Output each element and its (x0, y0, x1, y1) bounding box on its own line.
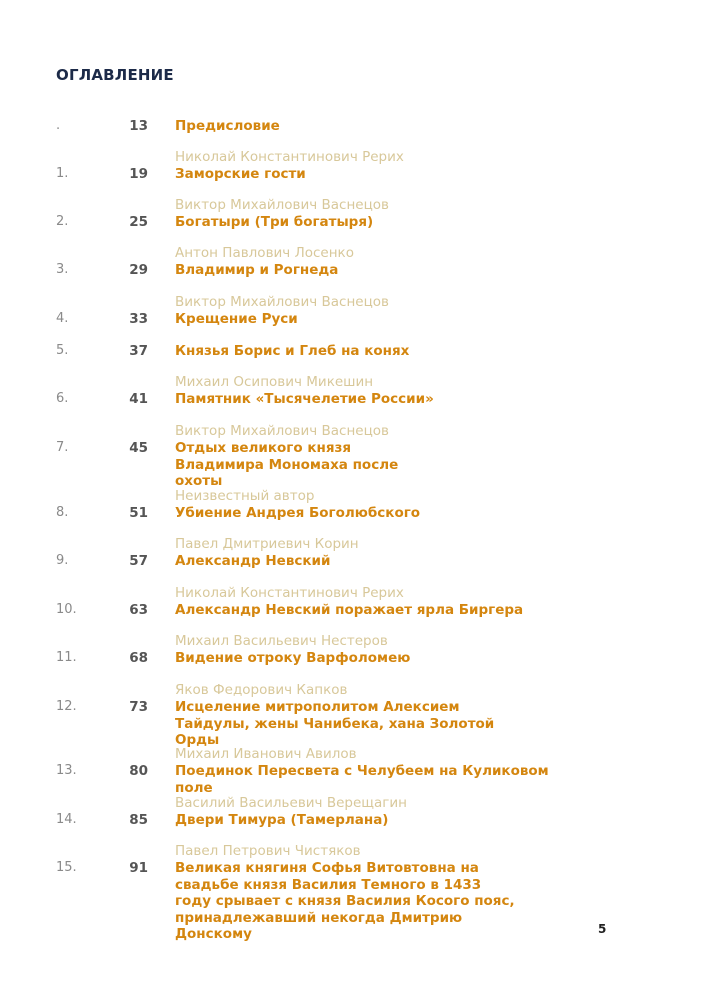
entry-author: Михаил Иванович Авилов (175, 746, 357, 762)
entry-title: Двери Тимура (Тамерлана) (175, 812, 389, 828)
entry-page: 85 (129, 812, 148, 828)
entry-title: Видение отроку Варфоломею (175, 650, 411, 666)
entry-title: Владимир и Рогнеда (175, 262, 339, 278)
entry-page: 29 (129, 262, 148, 278)
entry-page: 73 (129, 699, 148, 715)
entry-page: 33 (129, 311, 148, 327)
toc-heading: ОГЛАВЛЕНИЕ (56, 66, 174, 84)
entry-page: 80 (129, 763, 148, 779)
entry-number: 11. (56, 650, 77, 665)
entry-author: Неизвестный автор (175, 488, 315, 504)
entry-page: 51 (129, 505, 148, 521)
entry-number: 12. (56, 699, 77, 714)
entry-page: 57 (129, 553, 148, 569)
entry-number: 3. (56, 262, 69, 277)
entry-number: 8. (56, 505, 69, 520)
entry-title: Богатыри (Три богатыря) (175, 214, 374, 230)
entry-number: 10. (56, 602, 77, 617)
entry-title: Крещение Руси (175, 311, 298, 327)
entry-author: Павел Дмитриевич Корин (175, 536, 359, 552)
entry-author: Антон Павлович Лосенко (175, 245, 354, 261)
entry-title: Князья Борис и Глеб на конях (175, 343, 410, 359)
entry-page: 41 (129, 391, 148, 407)
entry-title: Александр Невский (175, 553, 331, 569)
page-number: 5 (598, 922, 607, 936)
entry-page: 25 (129, 214, 148, 230)
entry-author: Михаил Осипович Микешин (175, 374, 374, 390)
entry-number: 7. (56, 440, 69, 455)
entry-author: Виктор Михайлович Васнецов (175, 423, 390, 439)
entry-page: 68 (129, 650, 148, 666)
entry-number: 13. (56, 763, 77, 778)
entry-page: 19 (129, 166, 148, 182)
entry-author: Василий Васильевич Верещагин (175, 795, 407, 811)
entry-number: 4. (56, 311, 69, 326)
entry-page: 45 (129, 440, 148, 456)
entry-title: Убиение Андрея Боголюбского (175, 505, 421, 521)
entry-title: Заморские гости (175, 166, 306, 182)
entry-page: 13 (129, 118, 148, 134)
entry-author: Виктор Михайлович Васнецов (175, 197, 390, 213)
entry-title: Памятник «Тысячелетие России» (175, 391, 434, 407)
entry-page: 63 (129, 602, 148, 618)
entry-title: Отдых великого князя Владимира Мономаха после охоты (175, 440, 399, 489)
entry-author: Виктор Михайлович Васнецов (175, 294, 390, 310)
entry-title: Поединок Пересвета с Челубеем на Куликовом поле (175, 763, 549, 796)
entry-number: 5. (56, 343, 69, 358)
entry-page: 37 (129, 343, 148, 359)
entry-title: Исцеление митрополитом Алексием Тайдулы, жены Чанибека, хана Золотой Орды (175, 699, 495, 748)
entry-number: . (56, 118, 61, 133)
entry-number: 14. (56, 812, 77, 827)
entry-author: Павел Петрович Чистяков (175, 843, 361, 859)
entry-author: Яков Федорович Капков (175, 682, 348, 698)
entry-author: Николай Константинович Рерих (175, 585, 404, 601)
entry-author: Николай Константинович Рерих (175, 149, 404, 165)
entry-number: 9. (56, 553, 69, 568)
entry-title: Великая княгиня Софья Витовтовна на свадьбе князя Василия Темного в 1433 году срывает с князя Василия Косого пояс, принадлежавший некогда Дмитрию Донскому (175, 860, 515, 942)
entry-title: Александр Невский поражает ярла Биргера (175, 602, 524, 618)
entry-number: 2. (56, 214, 69, 229)
entry-number: 15. (56, 860, 77, 875)
entry-number: 1. (56, 166, 69, 181)
entry-page: 91 (129, 860, 148, 876)
entry-title: Предисловие (175, 118, 280, 134)
entry-number: 6. (56, 391, 69, 406)
entry-author: Михаил Васильевич Нестеров (175, 633, 388, 649)
